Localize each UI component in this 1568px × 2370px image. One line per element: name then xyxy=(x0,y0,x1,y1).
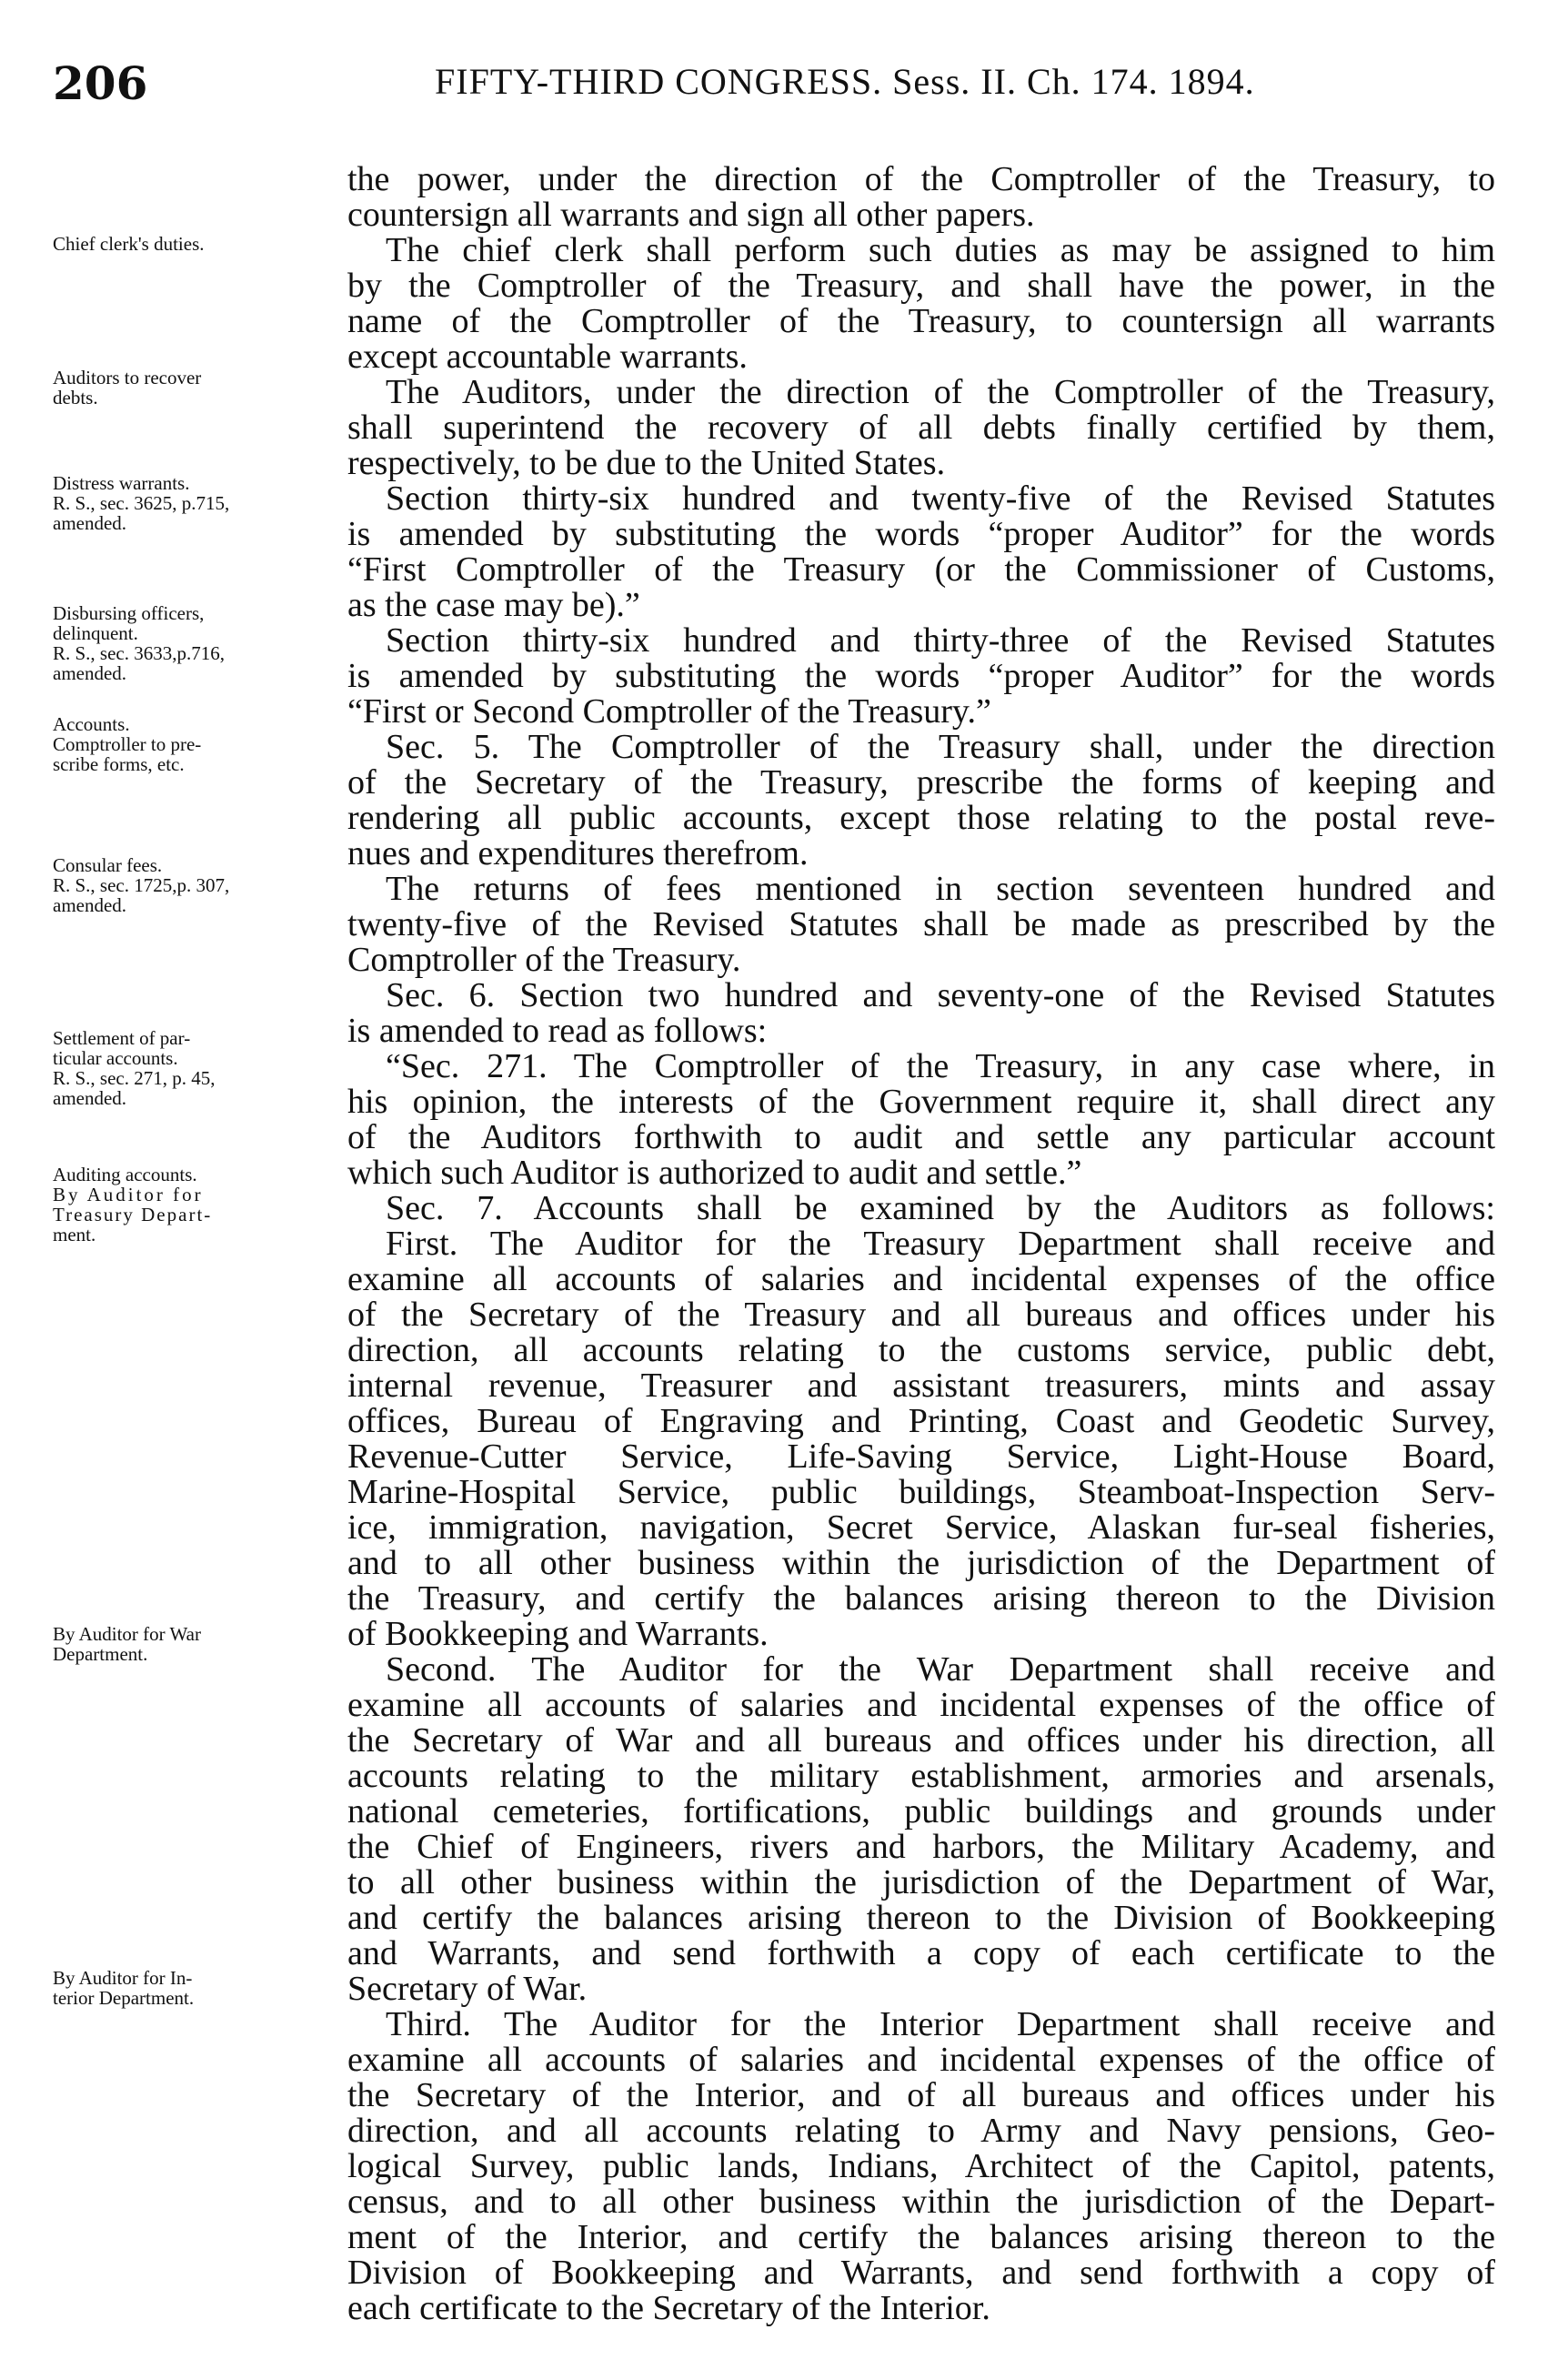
text-line: twenty-five of the Revised Statutes shall be made as prescribed by the xyxy=(347,907,1495,943)
margin-note-line: debts. xyxy=(53,387,98,408)
margin-note-line: R. S., sec. 1725,p. 307, xyxy=(53,874,230,896)
text-line: each certificate to the Secretary of the Interior. xyxy=(347,2291,990,2326)
text-line: except accountable warrants. xyxy=(347,339,748,375)
text-line: “Sec. 271. The Comptroller of the Treasury, in any case where, in xyxy=(386,1049,1495,1084)
margin-note-line: Auditing accounts. xyxy=(53,1164,197,1185)
text-line: the Secretary of the Interior, and of all bureaus and offices under his xyxy=(347,2078,1495,2113)
text-line: the Secretary of War and all bureaus and offices under his direction, all xyxy=(347,1723,1495,1759)
margin-note-line: R. S., sec. 3625, p.715, xyxy=(53,492,230,514)
margin-note-line: Consular fees. xyxy=(53,854,163,876)
text-line: census, and to all other business within the jurisdiction of the Depart- xyxy=(347,2184,1495,2220)
text-line: of the Secretary of the Treasury and all bureaus and offices under his xyxy=(347,1297,1495,1333)
running-head: FIFTY-THIRD CONGRESS. Sess. II. Ch. 174. 1894. xyxy=(435,61,1255,102)
text-line: offices, Bureau of Engraving and Printing, Coast and Geodetic Survey, xyxy=(347,1404,1495,1439)
body-text xyxy=(347,162,1495,2326)
text-line: The Auditors, under the direction of the Comptroller of the Treasury, xyxy=(386,375,1495,410)
text-line: Secretary of War. xyxy=(347,1972,588,2007)
margin-note-chief-clerk xyxy=(53,234,335,254)
text-line: examine all accounts of salaries and incidental expenses of the office of xyxy=(347,2042,1495,2078)
text-line: accounts relating to the military establishment, armories and arsenals, xyxy=(347,1759,1495,1794)
text-line: The returns of fees mentioned in section seventeen hundred and xyxy=(386,872,1495,907)
text-line: and to all other business within the jurisdiction of the Department of xyxy=(347,1546,1495,1581)
text-line: of the Secretary of the Treasury, prescribe the forms of keeping and xyxy=(347,765,1495,801)
text-line: shall superintend the recovery of all debts finally certified by them, xyxy=(347,410,1495,446)
margin-note-line: Treasury Depart- xyxy=(53,1204,213,1225)
text-line: the Chief of Engineers, rivers and harbors, the Military Academy, and xyxy=(347,1830,1495,1865)
text-line: as the case may be).” xyxy=(347,588,640,623)
margin-note-line: ticular accounts. xyxy=(53,1047,178,1069)
text-line: direction, and all accounts relating to Army and Navy pensions, Geo- xyxy=(347,2113,1495,2149)
margin-note-consular-fees xyxy=(53,855,335,915)
margin-note-line: delinquent. xyxy=(53,622,138,644)
page-header xyxy=(53,56,1499,129)
margin-note-line: amended. xyxy=(53,1087,127,1109)
text-line: is amended by substituting the words “proper Auditor” for the words xyxy=(347,517,1495,552)
text-line: is amended by substituting the words “proper Auditor” for the words xyxy=(347,659,1495,694)
text-line: by the Comptroller of the Treasury, and shall have the power, in the xyxy=(347,268,1495,304)
text-line: Marine-Hospital Service, public buildings, Steamboat-Inspection Serv- xyxy=(347,1475,1495,1510)
text-line: Section thirty-six hundred and thirty-three of the Revised Statutes xyxy=(386,623,1495,659)
text-line: Third. The Auditor for the Interior Department shall receive and xyxy=(386,2007,1495,2042)
margin-note-interior-department xyxy=(53,1968,335,2008)
text-line: Comptroller of the Treasury. xyxy=(347,943,741,978)
text-line: name of the Comptroller of the Treasury, to countersign all warrants xyxy=(347,304,1495,339)
margin-note-settlement xyxy=(53,1028,335,1108)
margin-note-line: amended. xyxy=(53,662,127,684)
margin-note-distress-warrants xyxy=(53,473,335,533)
text-line: nues and expenditures therefrom. xyxy=(347,836,809,872)
text-line: the power, under the direction of the Comptroller of the Treasury, to xyxy=(347,162,1495,197)
margin-note-auditing-accounts xyxy=(53,1165,335,1245)
margin-note-line: Distress warrants. xyxy=(53,472,190,494)
text-line: First. The Auditor for the Treasury Department shall receive and xyxy=(386,1226,1495,1262)
text-line: “First Comptroller of the Treasury (or the Commissioner of Customs, xyxy=(347,552,1495,588)
text-line: respectively, to be due to the United States. xyxy=(347,446,946,481)
margin-note-line: scribe forms, etc. xyxy=(53,753,185,775)
text-line: Sec. 6. Section two hundred and seventy-one of the Revised Statutes xyxy=(386,978,1495,1014)
text-line: “First or Second Comptroller of the Treasury.” xyxy=(347,694,991,730)
text-line: countersign all warrants and sign all other papers. xyxy=(347,197,1035,233)
text-line: is amended to read as follows: xyxy=(347,1014,768,1049)
margin-note-line: amended. xyxy=(53,894,127,916)
margin-note-line: terior Department. xyxy=(53,1987,195,2009)
text-line: Division of Bookkeeping and Warrants, and send forthwith a copy of xyxy=(347,2255,1495,2291)
margin-note-line: R. S., sec. 3633,p.716, xyxy=(53,642,225,664)
text-line: Sec. 5. The Comptroller of the Treasury shall, under the direction xyxy=(386,730,1495,765)
margin-note-line: amended. xyxy=(53,512,127,534)
margin-note-line: Settlement of par- xyxy=(53,1027,191,1049)
margin-note-disbursing xyxy=(53,603,335,683)
margin-note-line: By Auditor for War xyxy=(53,1623,201,1645)
text-line: Revenue-Cutter Service, Life-Saving Service, Light-House Board, xyxy=(347,1439,1495,1475)
text-line: of the Auditors forthwith to audit and settle any particular account xyxy=(347,1120,1495,1155)
margin-note-line: By Auditor for In- xyxy=(53,1967,193,1989)
text-line: The chief clerk shall perform such duties as may be assigned to him xyxy=(386,233,1495,268)
text-line: which such Auditor is authorized to audit and settle.” xyxy=(347,1155,1082,1191)
margin-note-line: Department. xyxy=(53,1643,148,1665)
margin-note-accounts xyxy=(53,714,335,774)
text-line: rendering all public accounts, except those relating to the postal reve- xyxy=(347,801,1495,836)
text-line: and Warrants, and send forthwith a copy of each certificate to the xyxy=(347,1936,1495,1972)
text-line: Sec. 7. Accounts shall be examined by the Auditors as follows: xyxy=(386,1191,1495,1226)
margin-note-line: ment. xyxy=(53,1224,96,1246)
text-line: logical Survey, public lands, Indians, Architect of the Capitol, patents, xyxy=(347,2149,1495,2184)
text-line: examine all accounts of salaries and incidental expenses of the office of xyxy=(347,1688,1495,1723)
margin-note-line: Comptroller to pre- xyxy=(53,733,202,755)
page-number: 206 xyxy=(53,56,148,110)
text-line: ment of the Interior, and certify the balances arising thereon to the xyxy=(347,2220,1495,2255)
text-line: examine all accounts of salaries and incidental expenses of the office xyxy=(347,1262,1495,1297)
margin-note-line: Chief clerk's duties. xyxy=(53,233,205,255)
margin-note-line: Disbursing officers, xyxy=(53,602,205,624)
text-line: and certify the balances arising thereon to the Division of Bookkeeping xyxy=(347,1901,1495,1936)
margin-note-line: By Auditor for xyxy=(53,1184,204,1205)
margin-note-line: R. S., sec. 271, p. 45, xyxy=(53,1067,216,1089)
margin-note-line: Accounts. xyxy=(53,713,130,735)
text-line: ice, immigration, navigation, Secret Service, Alaskan fur-seal fisheries, xyxy=(347,1510,1495,1546)
text-line: the Treasury, and certify the balances arising thereon to the Division xyxy=(347,1581,1495,1617)
margin-note-war-department xyxy=(53,1624,335,1664)
text-line: direction, all accounts relating to the customs service, public debt, xyxy=(347,1333,1495,1368)
text-line: national cemeteries, fortifications, public buildings and grounds under xyxy=(347,1794,1495,1830)
text-line: to all other business within the jurisdiction of the Department of War, xyxy=(347,1865,1495,1901)
margin-note-line: Auditors to recover xyxy=(53,367,202,388)
text-line: Second. The Auditor for the War Department shall receive and xyxy=(386,1652,1495,1688)
text-line: of Bookkeeping and Warrants. xyxy=(347,1617,769,1652)
text-line: Section thirty-six hundred and twenty-five of the Revised Statutes xyxy=(386,481,1495,517)
text-line: internal revenue, Treasurer and assistant treasurers, mints and assay xyxy=(347,1368,1495,1404)
text-line: his opinion, the interests of the Government require it, shall direct any xyxy=(347,1084,1495,1120)
margin-note-auditors-debts xyxy=(53,368,335,408)
